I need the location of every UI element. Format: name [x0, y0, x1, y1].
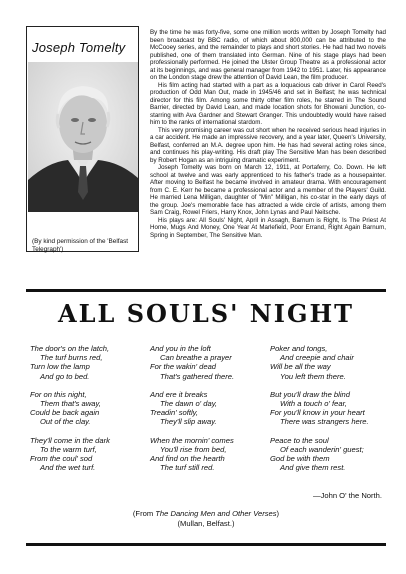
- poem-line: But you'll draw the blind: [270, 389, 350, 399]
- poem-line: The door's on the latch,: [30, 344, 110, 353]
- poem-source: [26, 509, 386, 529]
- poem-line: The dawn o' day,: [160, 399, 218, 409]
- portrait-photo: [28, 62, 138, 212]
- portrait-name: Joseph Tomelty: [32, 40, 126, 55]
- poem-line: Could be back again: [30, 408, 100, 418]
- poem-line: For you'll know in your heart: [270, 408, 365, 418]
- poem-line: God be with them: [270, 454, 330, 464]
- poem-line: Will be all the way: [270, 362, 331, 372]
- poem-line: The turf burns red,: [40, 353, 103, 363]
- poem-line: They'll slip away.: [160, 417, 217, 427]
- source-prefix: (From: [132, 509, 156, 518]
- poem-line: For on this night,: [30, 389, 87, 399]
- stanza: [270, 344, 388, 381]
- poem-line: You left them there.: [280, 371, 346, 381]
- poem-signature: —John O' the North.: [313, 491, 382, 500]
- bio-paragraph: By the time he was forty-five, some one million words written by Joseph Tomelty had been broadcast by BBC radio, of which about 800,000 can be attributed to the McCooey series, and the remainder to plays and short stories. He had had two novels published, one of them translated into German. Nine of his stage plays had been professionally performed. He joined the Ulster Group Theatre as a professional actor at its beginnings, and was general manager from 1942 to 1951. Later, his appearance on the London stage drew the attention of David Lean, the film producer.: [150, 29, 386, 81]
- poem-line: Peace to the soul: [270, 435, 329, 445]
- stanza: [270, 436, 388, 473]
- poem-title: ALL SOULS' NIGHT: [58, 299, 354, 328]
- stanza: [150, 436, 262, 473]
- poem-line: That's gathered there.: [160, 371, 235, 381]
- poem-line: When the mornin' comes: [150, 435, 234, 445]
- poem-line: And you in the loft: [150, 344, 211, 353]
- poem-line: Them that's away,: [40, 399, 101, 409]
- poem-line: For the wakin' dead: [150, 362, 217, 372]
- poem-line: And the wet turf.: [40, 463, 96, 473]
- source-suffix: ): [276, 509, 280, 518]
- poem-line: You'll rise from bed,: [160, 444, 227, 454]
- poem-line: Can breathe a prayer: [160, 353, 232, 363]
- poem-line: And ere it breaks: [150, 389, 208, 399]
- biography: [150, 29, 386, 239]
- poem-column-1: [30, 344, 142, 481]
- poem-line: They'll come in the dark: [30, 435, 110, 445]
- poem-line: The turf still red.: [160, 463, 215, 473]
- source-book-title: The Dancing Men and Other Verses: [155, 509, 277, 518]
- poem-line: To the warm turf,: [40, 444, 97, 454]
- top-rule: [26, 289, 386, 292]
- poem-line: And give them rest.: [280, 463, 346, 473]
- poem-line: And creepie and chair: [280, 353, 354, 363]
- bio-paragraph: His film acting had started with a part as a loquacious cab driver in Carol Reed's production of Odd Man Out, made in 1945/46 and set in Belfast; he was technical director for this film. Among some thirty other film roles, he starred in The Sound Barrier, directed by David Lean, and made location shots for Bhowani Junction, co-starring with Ava Gardner and Stewart Granger. This undoubtedly would have raised him to the ranks of international stardom.: [150, 81, 386, 126]
- source-publisher: (Mullan, Belfast.): [177, 519, 235, 528]
- stanza: [30, 344, 142, 381]
- poem-line: With a touch o' fear,: [280, 399, 347, 409]
- source-citation: [26, 509, 386, 519]
- portrait-illustration: [28, 62, 138, 212]
- bio-paragraph: This very promising career was cut short when he received serious head injuries in a car accident. He made an impressive recovery, and a year later, Queen's University, Belfast, conferred an M.A. degree upon him. He has had several acting roles since, and continues his play-writing. His draft play The Sensitive Man has been described by Robert Hogan as an intriguing dramatic experiment.: [150, 126, 386, 164]
- poem-column-2: [150, 344, 262, 481]
- poem-line: Turn low the lamp: [30, 362, 90, 372]
- poem-line: Of each wanderin' guest;: [280, 444, 364, 454]
- stanza: [30, 436, 142, 473]
- stanza: [30, 390, 142, 427]
- stanza: [150, 390, 262, 427]
- poem-column-3: [270, 344, 388, 481]
- poem-line: And find on the hearth: [150, 454, 225, 464]
- stanza: [150, 344, 262, 381]
- poem-line: And go to bed.: [40, 371, 90, 381]
- poem-line: From the coul' sod: [30, 454, 93, 464]
- bottom-rule: [26, 543, 386, 546]
- poem-line: Treadin' softly,: [150, 408, 199, 418]
- poem-line: Out of the clay.: [40, 417, 91, 427]
- photo-credit: (By kind permission of the 'Belfast Telegraph'): [32, 238, 129, 253]
- bio-paragraph: Joseph Tomelty was born on March 12, 1911, at Portaferry, Co. Down. He left school at twelve and was early apprenticed to his father's trade as a housepainter. After moving to Belfast he became involved in amateur drama. With encouragement from C. E. Kerr he became a professional actor and a member of the Players' Guild. He married Lena Milligan, daughter of "Min" Milligan, his co-star in the early days of the group. Joe's memorable face has attracted a wide circle of artists, among them Sam Craig, Rowel Friers, Harry Knox, John Lynas and Paul Neitsche.: [150, 164, 386, 216]
- poem-line: Poker and tongs,: [270, 344, 328, 353]
- stanza: [270, 390, 388, 427]
- bio-paragraph: His plays are: All Souls' Night, April in Assagh, Barnum is Right, Is The Priest At Home, Mugs And Money, One Year At Marlefield, Poor Errand, Right Again Barnum, Spring in September, The Sensitive Man.: [150, 216, 386, 239]
- poem-line: There was strangers here.: [280, 417, 369, 427]
